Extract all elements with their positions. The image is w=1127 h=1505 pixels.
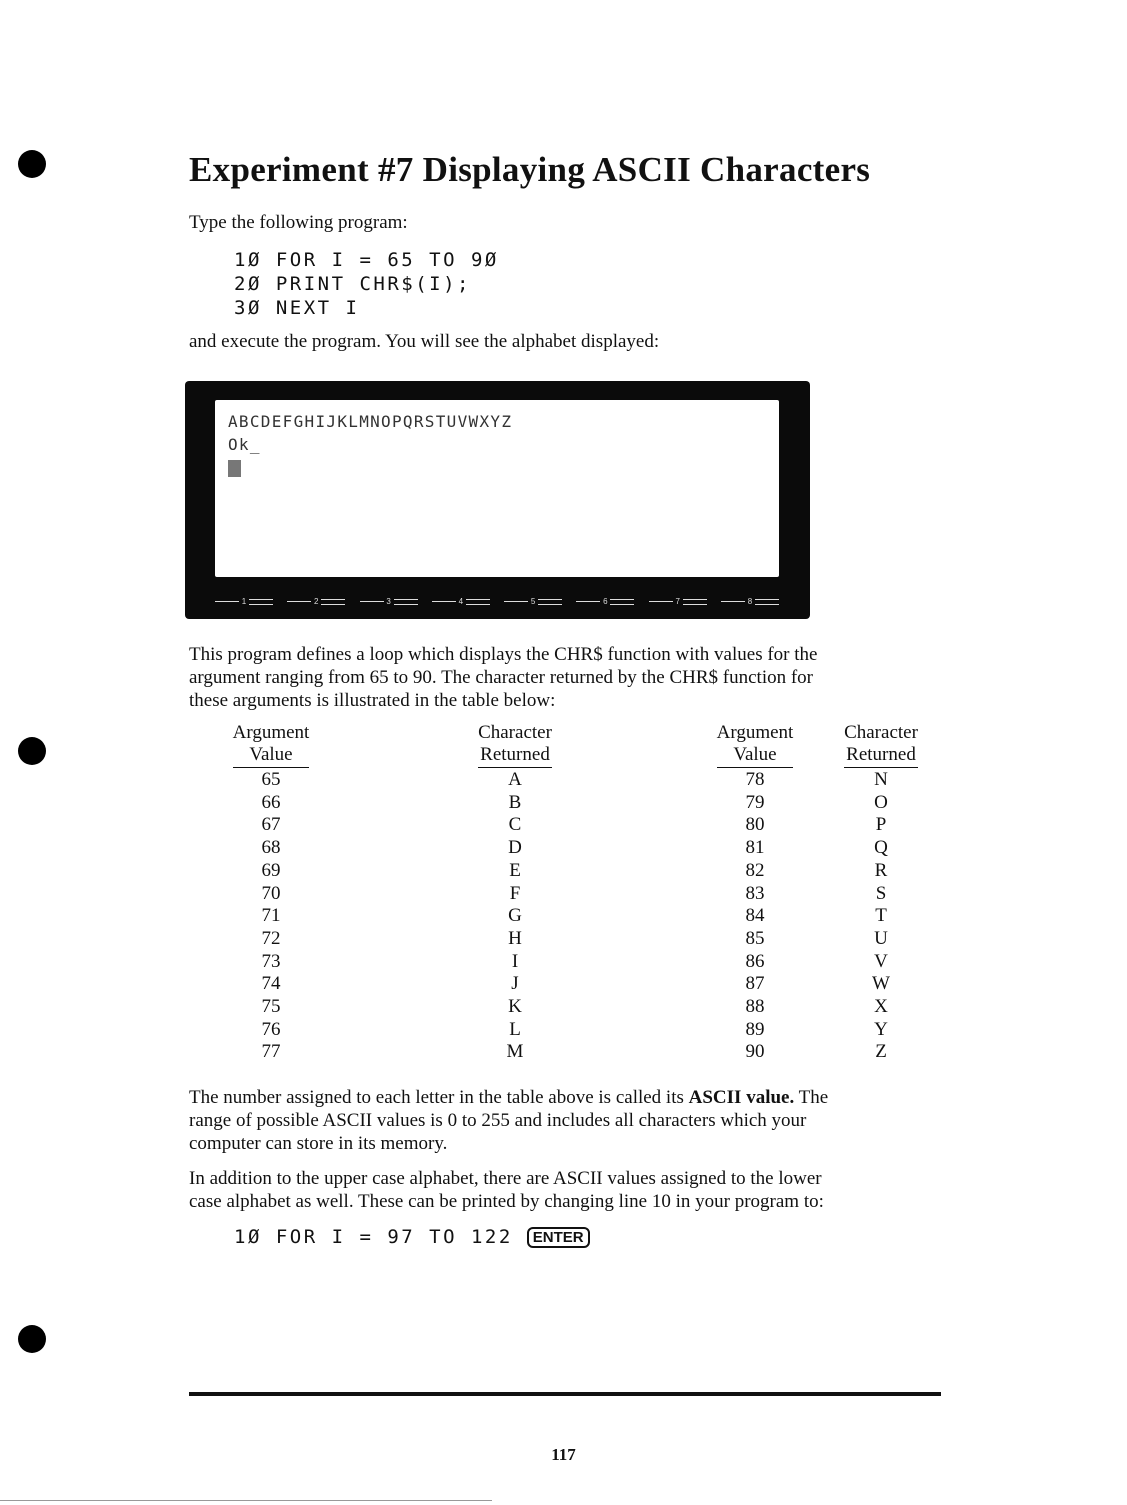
table-row: 66 B 79 O — [261, 791, 888, 813]
program-line: 2Ø PRINT CHR$(I); — [234, 273, 471, 295]
final-code-line: 1Ø FOR I = 97 TO 122 ENTER — [234, 1225, 590, 1250]
function-key-labels — [215, 597, 779, 609]
page-title: Experiment #7 Displaying ASCII Characters — [189, 150, 871, 189]
binder-hole-2 — [18, 737, 46, 765]
cursor-block — [228, 460, 241, 477]
ascii-table — [189, 722, 929, 1064]
screen-display — [215, 400, 779, 577]
table-row: 70 F 83 S — [261, 882, 887, 904]
column-header: Argument Value — [677, 722, 833, 769]
description-line: argument ranging from 65 to 90. The character returned by the CHR$ function for — [189, 667, 814, 688]
program-line: 1Ø FOR I = 65 TO 9Ø — [234, 249, 499, 271]
function-key-label: 5 — [504, 597, 562, 606]
function-key-label: 8 — [721, 597, 779, 606]
screen-alphabet-line: ABCDEFGHIJKLMNOPQRSTUVWXYZ — [228, 412, 513, 431]
column-header: Character Returned — [353, 722, 677, 769]
lower-case-line: In addition to the upper case alphabet, there are ASCII values assigned to the lower — [189, 1168, 822, 1189]
footer-rule — [189, 1392, 941, 1396]
column-header: Argument Value — [189, 722, 353, 769]
ascii-paragraph-line: range of possible ASCII values is 0 to 255 and includes all characters which your — [189, 1110, 807, 1131]
table-row: 76 L 89 Y — [261, 1018, 888, 1040]
function-key-label: 6 — [576, 597, 634, 606]
computer-screen-illustration — [185, 381, 810, 619]
ascii-value-term: ASCII value. — [688, 1087, 795, 1108]
table-row: 65 A 78 N — [261, 769, 888, 790]
table-row: 67 C 80 P — [261, 814, 887, 836]
ascii-paragraph-line: The number assigned to each letter in the table above is called its ASCII value. The — [189, 1087, 829, 1108]
function-key-label: 2 — [287, 597, 345, 606]
function-key-label: 7 — [649, 597, 707, 606]
screen-ok-prompt: Ok_ — [228, 435, 261, 454]
description-line: This program defines a loop which displays the CHR$ function with values for the — [189, 644, 818, 665]
table-header-row — [189, 722, 929, 769]
intro-text: Type the following program: — [189, 212, 408, 233]
binder-hole-3 — [18, 1325, 46, 1353]
lower-case-line: case alphabet as well. These can be printed by changing line 10 in your program to: — [189, 1191, 824, 1212]
description-line: these arguments is illustrated in the table below: — [189, 690, 556, 711]
table-row: 71 G 84 T — [261, 905, 887, 927]
function-key-label: 3 — [360, 597, 418, 606]
table-row: 72 H 85 U — [261, 927, 888, 949]
function-key-label: 4 — [432, 597, 490, 606]
table-row: 74 J 87 W — [261, 973, 890, 995]
function-key-label: 1 — [215, 597, 273, 606]
table-row: 69 E 82 R — [261, 859, 888, 881]
ascii-paragraph-line: computer can store in its memory. — [189, 1133, 448, 1154]
after-program-text: and execute the program. You will see the alphabet displayed: — [189, 331, 660, 352]
enter-key-icon: ENTER — [527, 1227, 590, 1248]
table-row: 68 D 81 Q — [261, 837, 888, 859]
table-row: 73 I 86 V — [261, 950, 888, 972]
page-number: 117 — [551, 1445, 576, 1464]
table-row: 75 K 88 X — [261, 996, 888, 1018]
binder-hole-1 — [18, 150, 46, 178]
program-line: 3Ø NEXT I — [234, 297, 360, 319]
table-row: 77 M 90 Z — [261, 1041, 887, 1063]
column-header: Character Returned — [833, 722, 929, 769]
scan-edge-line — [0, 1500, 492, 1501]
